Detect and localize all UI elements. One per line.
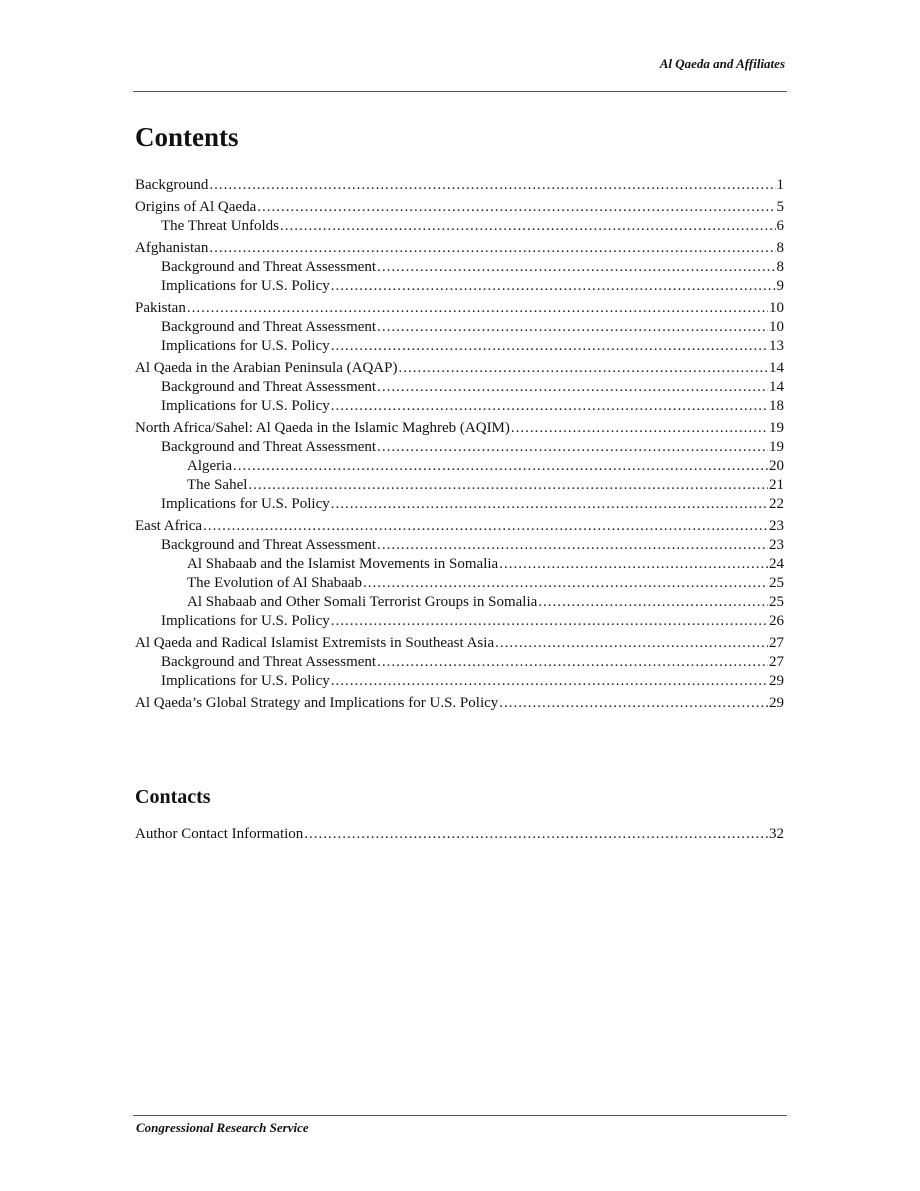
- dot-leader: [495, 634, 768, 653]
- toc-entry-title: Background and Threat Assessment: [161, 319, 377, 335]
- dot-leader: [499, 694, 768, 713]
- toc-entry[interactable]: [135, 217, 784, 236]
- toc-entry-page: 19: [769, 420, 784, 436]
- table-of-contents: [135, 176, 784, 713]
- toc-entry-title: Implications for U.S. Policy: [161, 496, 330, 512]
- contacts-heading: Contacts: [135, 786, 211, 808]
- dot-leader: [377, 258, 775, 277]
- toc-entry-title: Al Shabaab and the Islamist Movements in Somalia: [187, 556, 499, 572]
- dot-leader: [331, 337, 768, 356]
- dot-leader: [209, 176, 775, 195]
- toc-entry-title: East Africa: [135, 518, 203, 534]
- toc-entry-page: 14: [769, 360, 784, 376]
- contacts-list: [135, 825, 784, 844]
- dot-leader: [511, 419, 768, 438]
- toc-entry[interactable]: [135, 574, 784, 593]
- toc-entry[interactable]: [135, 176, 784, 195]
- toc-entry-title: Author Contact Information: [135, 826, 304, 842]
- toc-entry-title: Implications for U.S. Policy: [161, 278, 330, 294]
- dot-leader: [377, 536, 768, 555]
- toc-entry-page: 24: [769, 556, 784, 572]
- toc-entry[interactable]: [135, 457, 784, 476]
- dot-leader: [331, 612, 768, 631]
- dot-leader: [187, 299, 768, 318]
- toc-entry-page: 10: [769, 300, 784, 316]
- toc-entry-page: 27: [769, 635, 784, 651]
- toc-entry-page: 8: [776, 259, 784, 275]
- dot-leader: [304, 825, 768, 844]
- dot-leader: [209, 239, 775, 258]
- dot-leader: [331, 495, 768, 514]
- toc-entry[interactable]: [135, 299, 784, 318]
- toc-entry-title: Al Qaeda’s Global Strategy and Implications for U.S. Policy: [135, 695, 499, 711]
- toc-entry[interactable]: [135, 612, 784, 631]
- toc-entry-title: Implications for U.S. Policy: [161, 613, 330, 629]
- toc-entry-page: 14: [769, 379, 784, 395]
- dot-leader: [248, 476, 768, 495]
- toc-entry[interactable]: [135, 593, 784, 612]
- toc-entry-title: Origins of Al Qaeda: [135, 199, 257, 215]
- toc-entry-page: 9: [776, 278, 784, 294]
- dot-leader: [398, 359, 768, 378]
- toc-entry-title: Implications for U.S. Policy: [161, 673, 330, 689]
- toc-entry[interactable]: [135, 517, 784, 536]
- toc-entry[interactable]: [135, 555, 784, 574]
- toc-entry-title: Afghanistan: [135, 240, 209, 256]
- toc-entry-page: 25: [769, 594, 784, 610]
- dot-leader: [331, 397, 768, 416]
- toc-entry[interactable]: [135, 397, 784, 416]
- toc-entry-title: Al Qaeda in the Arabian Peninsula (AQAP): [135, 360, 398, 376]
- toc-entry[interactable]: [135, 258, 784, 277]
- toc-entry-page: 6: [776, 218, 784, 234]
- toc-entry-title: Al Qaeda and Radical Islamist Extremists in Southeast Asia: [135, 635, 495, 651]
- toc-entry-page: 32: [769, 826, 784, 842]
- footer-organization: Congressional Research Service: [136, 1120, 309, 1135]
- toc-entry-page: 8: [776, 240, 784, 256]
- toc-entry[interactable]: [135, 495, 784, 514]
- dot-leader: [331, 277, 776, 296]
- toc-entry-page: 13: [769, 338, 784, 354]
- dot-leader: [538, 593, 768, 612]
- toc-entry[interactable]: [135, 672, 784, 691]
- toc-entry-title: North Africa/Sahel: Al Qaeda in the Islamic Maghreb (AQIM): [135, 420, 510, 436]
- toc-entry-page: 1: [776, 177, 784, 193]
- toc-entry[interactable]: [135, 239, 784, 258]
- dot-leader: [377, 318, 768, 337]
- toc-entry-page: 29: [769, 673, 784, 689]
- toc-entry[interactable]: [135, 337, 784, 356]
- toc-entry[interactable]: [135, 476, 784, 495]
- toc-entry[interactable]: [135, 378, 784, 397]
- dot-leader: [280, 217, 775, 236]
- toc-entry-title: Implications for U.S. Policy: [161, 398, 330, 414]
- dot-leader: [377, 438, 768, 457]
- toc-entry[interactable]: [135, 694, 784, 713]
- toc-entry-page: 23: [769, 518, 784, 534]
- dot-leader: [203, 517, 768, 536]
- toc-entry-title: Background and Threat Assessment: [161, 379, 377, 395]
- toc-entry-page: 27: [769, 654, 784, 670]
- dot-leader: [377, 653, 768, 672]
- toc-entry-page: 29: [769, 695, 784, 711]
- toc-entry-page: 19: [769, 439, 784, 455]
- toc-entry-title: Implications for U.S. Policy: [161, 338, 330, 354]
- contents-heading: Contents: [135, 122, 239, 152]
- toc-entry-page: 20: [769, 458, 784, 474]
- toc-entry[interactable]: [135, 198, 784, 217]
- dot-leader: [257, 198, 775, 217]
- toc-entry[interactable]: [135, 536, 784, 555]
- toc-entry-page: 10: [769, 319, 784, 335]
- toc-entry-page: 25: [769, 575, 784, 591]
- toc-entry-title: Algeria: [187, 458, 232, 474]
- toc-entry[interactable]: [135, 438, 784, 457]
- dot-leader: [233, 457, 768, 476]
- toc-entry-title: Al Shabaab and Other Somali Terrorist Groups in Somalia: [187, 594, 538, 610]
- toc-entry-page: 26: [769, 613, 784, 629]
- toc-entry-page: 5: [776, 199, 784, 215]
- dot-leader: [499, 555, 768, 574]
- toc-entry-title: The Sahel: [187, 477, 248, 493]
- toc-entry[interactable]: [135, 653, 784, 672]
- toc-entry[interactable]: [135, 277, 784, 296]
- toc-entry-title: Background and Threat Assessment: [161, 439, 377, 455]
- toc-entry-page: 23: [769, 537, 784, 553]
- dot-leader: [331, 672, 768, 691]
- toc-entry[interactable]: [135, 825, 784, 844]
- toc-entry-title: Background and Threat Assessment: [161, 259, 377, 275]
- toc-entry-title: Background and Threat Assessment: [161, 537, 377, 553]
- toc-entry-title: Background and Threat Assessment: [161, 654, 377, 670]
- toc-entry[interactable]: [135, 634, 784, 653]
- toc-entry[interactable]: [135, 359, 784, 378]
- toc-entry-page: 22: [769, 496, 784, 512]
- toc-entry-title: Background: [135, 177, 209, 193]
- header-divider: [133, 91, 787, 92]
- toc-entry-title: Pakistan: [135, 300, 186, 316]
- toc-entry[interactable]: [135, 318, 784, 337]
- toc-entry-page: 18: [769, 398, 784, 414]
- dot-leader: [363, 574, 768, 593]
- toc-entry-page: 21: [769, 477, 784, 493]
- toc-entry-title: The Threat Unfolds: [161, 218, 280, 234]
- toc-entry[interactable]: [135, 419, 784, 438]
- dot-leader: [377, 378, 768, 397]
- footer-divider: [133, 1115, 787, 1116]
- toc-entry-title: The Evolution of Al Shabaab: [187, 575, 362, 591]
- running-header-title: Al Qaeda and Affiliates: [659, 56, 785, 71]
